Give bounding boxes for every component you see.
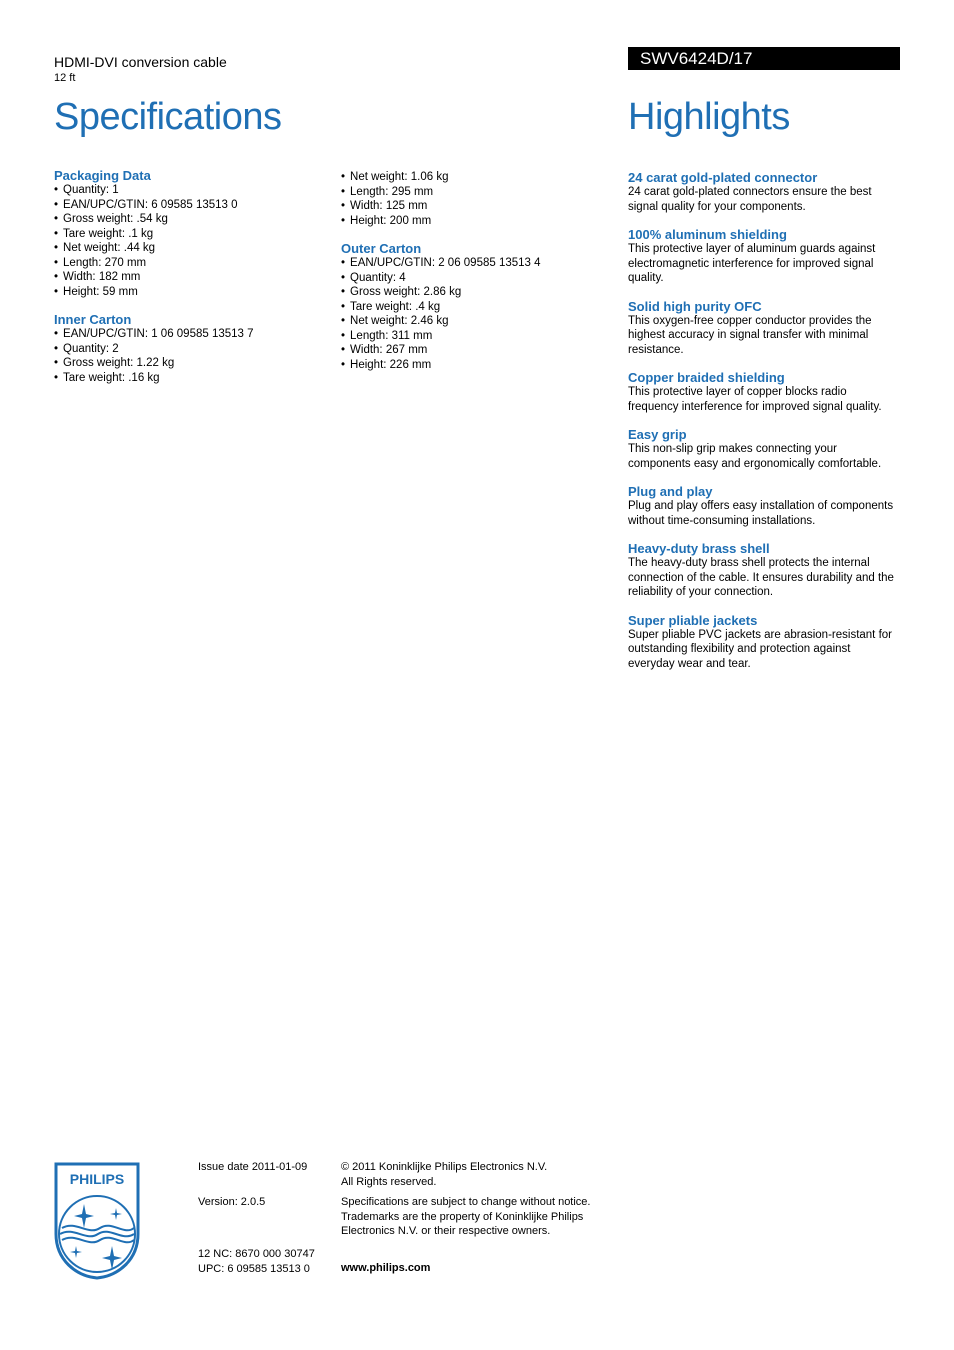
spec-item: • Width: 267 mm xyxy=(341,343,611,358)
spec-item: • Tare weight: .4 kg xyxy=(341,300,611,315)
product-length: 12 ft xyxy=(54,72,76,84)
highlight-item xyxy=(628,299,900,358)
spec-list xyxy=(341,256,611,372)
highlight-title: Super pliable jackets xyxy=(628,612,758,628)
spec-item: • Quantity: 4 xyxy=(341,271,611,286)
website-link[interactable]: www.philips.com xyxy=(341,1262,431,1274)
spec-item: • Gross weight: .54 kg xyxy=(54,212,324,227)
highlight-item xyxy=(628,370,900,414)
spec-item: • Width: 125 mm xyxy=(341,199,611,214)
upc-number: UPC: 6 09585 13513 0 xyxy=(198,1262,310,1275)
specs-left-column xyxy=(54,168,324,398)
highlight-title: 100% aluminum shielding xyxy=(628,227,787,242)
spec-item: • EAN/UPC/GTIN: 1 06 09585 13513 7 xyxy=(54,327,324,342)
footer-col-2c xyxy=(341,1261,611,1276)
spec-item: • Length: 270 mm xyxy=(54,256,324,271)
footer-col-1c xyxy=(198,1247,333,1276)
specifications-title: Specifications xyxy=(54,96,282,138)
spec-item: • Height: 59 mm xyxy=(54,285,324,300)
highlights-column xyxy=(628,170,900,684)
issue-date: Issue date 2011-01-09 xyxy=(198,1161,308,1173)
highlight-description: 24 carat gold-plated connectors ensure the best signal quality for your components. xyxy=(628,186,872,213)
footer-col-2 xyxy=(341,1160,611,1189)
philips-shield-icon xyxy=(54,1162,140,1280)
spec-item: • EAN/UPC/GTIN: 2 06 09585 13513 4 xyxy=(341,256,611,271)
copyright-line-1: © 2011 Koninklijke Philips Electronics N.V. xyxy=(341,1161,548,1173)
spec-list xyxy=(54,183,324,299)
nc-number: 12 NC: 8670 000 30747 xyxy=(198,1248,315,1260)
spec-item: • Tare weight: .16 kg xyxy=(54,371,324,386)
spec-item: • Quantity: 1 xyxy=(54,183,324,198)
philips-logo xyxy=(54,1162,140,1280)
spec-item: • Net weight: .44 kg xyxy=(54,241,324,256)
highlight-title: Heavy-duty brass shell xyxy=(628,541,770,556)
footer-col-1b xyxy=(198,1195,333,1210)
spec-item: • Length: 311 mm xyxy=(341,329,611,344)
highlight-title: Easy grip xyxy=(628,427,687,442)
spec-item: • Gross weight: 2.86 kg xyxy=(341,285,611,300)
spec-section-title: Inner Carton xyxy=(54,312,132,327)
spec-section-packaging xyxy=(54,168,324,299)
logo-wordmark: PHILIPS xyxy=(69,1171,125,1187)
highlight-title: Copper braided shielding xyxy=(628,370,785,385)
spec-item: • Gross weight: 1.22 kg xyxy=(54,356,324,371)
highlight-description: This protective layer of aluminum guards against electromagnetic interference for improved signal quality. xyxy=(628,243,876,284)
highlight-description: This non-slip grip makes connecting your components easy and ergonomically comfortable. xyxy=(628,443,882,470)
specs-right-column xyxy=(341,170,611,385)
spec-item: • Net weight: 2.46 kg xyxy=(341,314,611,329)
spec-section-inner-carton xyxy=(54,312,324,385)
highlight-description: The heavy-duty brass shell protects the internal connection of the cable. It ensures durability and the reliability of your connection. xyxy=(628,557,894,598)
highlight-item xyxy=(628,170,900,214)
footer-col-1 xyxy=(198,1160,333,1175)
highlight-title: Plug and play xyxy=(628,484,713,499)
highlights-title: Highlights xyxy=(628,96,790,138)
copyright-line-2: All Rights reserved. xyxy=(341,1175,437,1188)
version: Version: 2.0.5 xyxy=(198,1196,266,1208)
spec-section-title: Packaging Data xyxy=(54,168,151,183)
model-number-badge: SWV6424D/17 xyxy=(628,47,900,70)
notice-line-2: Trademarks are the property of Koninklijke Philips xyxy=(341,1210,584,1223)
spec-section-title: Outer Carton xyxy=(341,241,422,256)
spec-item: • Tare weight: .1 kg xyxy=(54,227,324,242)
highlight-description: This oxygen-free copper conductor provides the highest accuracy in signal transfer with minimal resistance. xyxy=(628,314,872,356)
spec-list xyxy=(341,170,611,228)
notice-line-1: Specifications are subject to change without notice. xyxy=(341,1196,591,1208)
highlight-description: This protective layer of copper blocks radio frequency interference for improved signal quality. xyxy=(628,386,882,413)
highlight-item xyxy=(628,227,900,286)
spec-item: • Height: 200 mm xyxy=(341,214,611,229)
highlight-item xyxy=(628,541,900,600)
spec-item: • Quantity: 2 xyxy=(54,342,324,357)
product-name: HDMI-DVI conversion cable xyxy=(54,54,227,70)
spec-item: • Width: 182 mm xyxy=(54,270,324,285)
highlight-title: 24 carat gold-plated connector xyxy=(628,170,818,185)
footer-col-2b xyxy=(341,1195,611,1239)
highlight-description: Super pliable PVC jackets are abrasion-resistant for outstanding flexibility and protection against everyday wear and tear. xyxy=(628,628,892,670)
highlight-item xyxy=(628,484,900,528)
highlight-title: Solid high purity OFC xyxy=(628,298,762,314)
highlight-item xyxy=(628,613,900,672)
spec-section-outer-carton xyxy=(341,241,611,372)
spec-item: • Height: 226 mm xyxy=(341,358,611,373)
highlight-item xyxy=(628,427,900,471)
spec-item: • Length: 295 mm xyxy=(341,185,611,200)
spec-item: • EAN/UPC/GTIN: 6 09585 13513 0 xyxy=(54,198,324,213)
highlight-description: Plug and play offers easy installation of components without time-consuming installations. xyxy=(628,500,894,527)
spec-section-inner-carton-continued xyxy=(341,170,611,228)
notice-line-3: Electronics N.V. or their respective owners. xyxy=(341,1225,551,1237)
spec-list xyxy=(54,327,324,385)
spec-item: • Net weight: 1.06 kg xyxy=(341,170,611,185)
